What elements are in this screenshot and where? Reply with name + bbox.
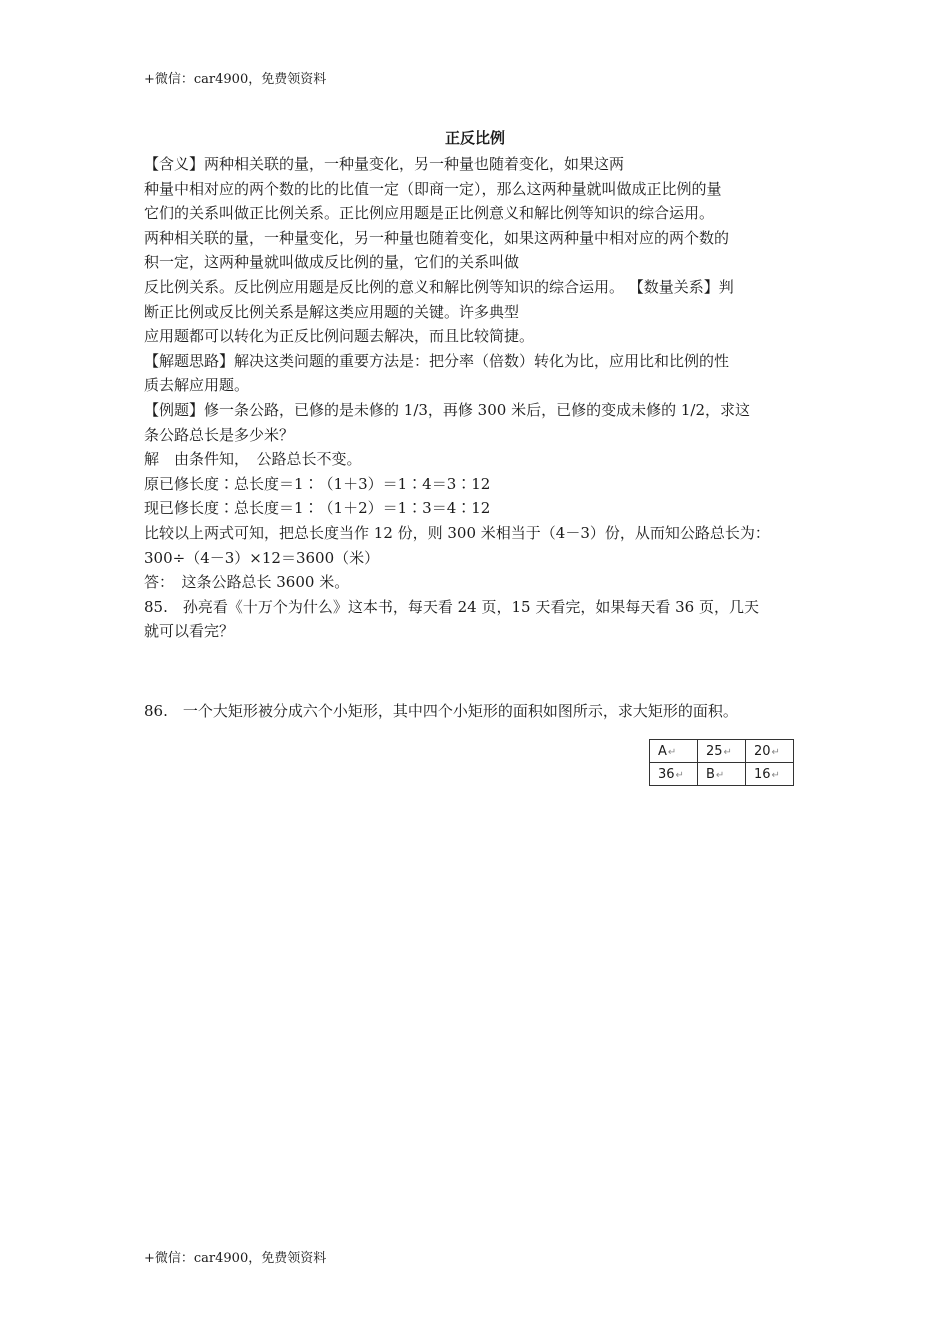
page-header: +微信：car4900，免费领资料: [144, 72, 327, 87]
text-line: 它们的关系叫做正比例关系。正比例应用题是正比例意义和解比例等知识的综合运用。: [144, 204, 715, 223]
text-line: 断正比例或反比例关系是解这类应用题的关键。许多典型: [144, 302, 520, 321]
text-line: 原已修长度∶总长度＝1∶（1＋3）＝1∶4＝3∶12: [144, 474, 491, 493]
rectangle-area-grid: [649, 739, 794, 786]
return-mark-icon: ↵: [771, 746, 780, 758]
text-line: 【含义】两种相关联的量，一种量变化，另一种量也随着变化，如果这两: [144, 155, 625, 173]
text-line: 现已修长度∶总长度＝1∶（1＋2）＝1∶3＝4∶12: [144, 499, 491, 518]
cell-value: 20: [754, 743, 771, 759]
text-line: 应用题都可以转化为正反比例问题去解决，而且比较简捷。: [144, 327, 535, 346]
text-line: 质去解应用题。: [144, 376, 250, 395]
grid-cell: [746, 740, 794, 763]
cell-value: 25: [706, 743, 723, 759]
return-mark-icon: ↵: [667, 746, 677, 758]
text-line: 反比例关系。反比例应用题是反比例的意义和解比例等知识的综合运用。 【数量关系】判: [144, 277, 734, 296]
question-85: 85. 孙亮看《十万个为什么》这本书，每天看 24 页，15 天看完，如果每天看 36 页，几天: [144, 597, 759, 616]
question-86: 86. 一个大矩形被分成六个小矩形，其中四个小矩形的面积如图所示，求大矩形的面积。: [144, 702, 738, 720]
text-line: 【例题】修一条公路，已修的是未修的 1/3，再修 300 米后，已修的变成未修的 1/2，求这: [144, 400, 750, 419]
text-line: 种量中相对应的两个数的比的比值一定（即商一定），那么这两种量就叫做成正比例的量: [144, 179, 722, 198]
return-mark-icon: ↵: [771, 769, 780, 781]
question-85-cont: 就可以看完？: [144, 622, 235, 641]
return-mark-icon: ↵: [675, 769, 684, 781]
text-line: 300÷（4－3）×12＝3600（米）: [144, 548, 380, 567]
grid-cell: [698, 740, 746, 763]
text-line: 答： 这条公路总长 3600 米。: [144, 573, 350, 592]
cell-value: B: [706, 766, 715, 782]
grid-cell: [650, 740, 698, 763]
text-line: 条公路总长是多少米？: [144, 425, 295, 444]
text-line: 两种相关联的量，一种量变化，另一种量也随着变化，如果这两种量中相对应的两个数的: [144, 228, 730, 247]
document-title: 正反比例: [444, 129, 505, 147]
grid-cell: [650, 763, 698, 786]
text-line: 积一定，这两种量就叫做成反比例的量，它们的关系叫做: [144, 253, 520, 272]
return-mark-icon: ↵: [723, 746, 732, 758]
cell-value: A: [658, 743, 667, 759]
return-mark-icon: ↵: [715, 769, 725, 781]
cell-value: 36: [658, 766, 675, 782]
grid-row: [650, 740, 794, 763]
grid-cell: [698, 763, 746, 786]
page-footer: +微信：car4900，免费领资料: [144, 1251, 327, 1266]
text-line: 比较以上两式可知，把总长度当作 12 份，则 300 米相当于（4－3）份，从而知公路总长为：: [144, 523, 770, 542]
document-body: [144, 152, 814, 644]
grid-row: [650, 763, 794, 786]
cell-value: 16: [754, 766, 771, 782]
grid-cell: [746, 763, 794, 786]
text-line: 【解题思路】解决这类问题的重要方法是：把分率（倍数）转化为比，应用比和比例的性: [144, 351, 730, 370]
text-line: 解 由条件知， 公路总长不变。: [144, 450, 362, 469]
